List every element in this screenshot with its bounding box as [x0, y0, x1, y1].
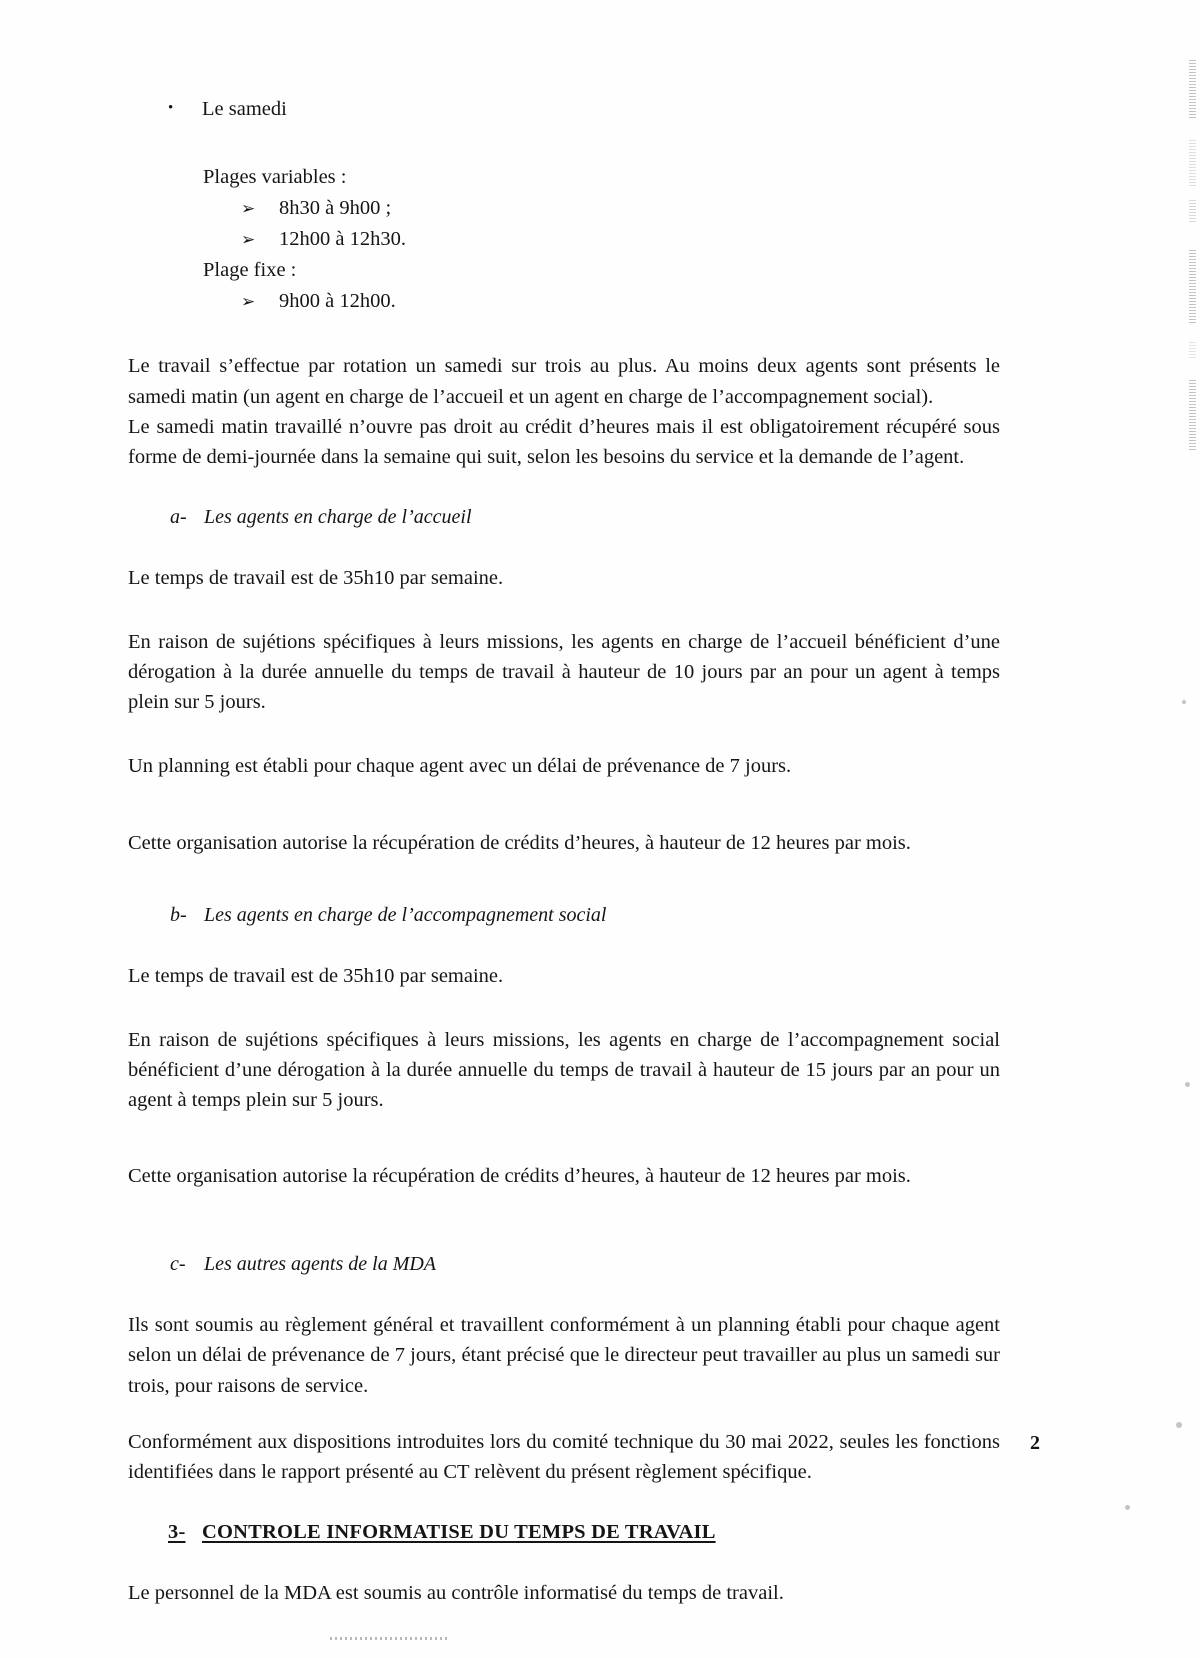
paragraph-comite-technique: Conformément aux dispositions introduites lors du comité technique du 30 mai 2022, seules les fonctions identifiées dans le rapport présenté au CT relèvent du présent règlement spécifique.: [128, 1430, 1000, 1483]
subheading-b: [170, 904, 1000, 927]
arrow-bullet-icon: ➢: [241, 229, 256, 249]
paragraph-controle: Le personnel de la MDA est soumis au contrôle informatisé du temps de travail.: [128, 1581, 784, 1604]
paragraph-credits-b: Cette organisation autorise la récupération de crédits d’heures, à hauteur de 12 heures par mois.: [128, 1165, 911, 1188]
scan-bottom-artifact: [330, 1637, 450, 1640]
paragraph-derogation-a: En raison de sujétions spécifiques à leurs missions, les agents en charge de l’accueil bénéficient d’une dérogation à la durée annuelle du temps de travail à hauteur de 10 jours par an pour un agent à temps plein sur 5 jours.: [128, 631, 1000, 714]
arrow-bullet-icon: ➢: [241, 292, 256, 312]
section-heading-3: [168, 1521, 1000, 1544]
paragraph-rotation: Le travail s’effectue par rotation un samedi sur trois au plus. Au moins deux agents sont présents le samedi matin (un agent en charge de l’accueil et un agent en charge de l’accompagnement social).: [128, 355, 1000, 408]
section-number: 3-: [168, 1520, 186, 1543]
list-item: [241, 286, 1000, 317]
list-item: [241, 224, 1000, 255]
list-item: [168, 96, 1000, 124]
subheading-letter: c-: [170, 1253, 186, 1276]
subheading-title: Les agents en charge de l’accueil: [204, 505, 472, 528]
paragraph-temps-travail-a: Le temps de travail est de 35h10 par semaine.: [128, 566, 504, 589]
subheading-title: Les autres agents de la MDA: [204, 1253, 437, 1276]
schedule-range: 12h00 à 12h30.: [279, 227, 406, 250]
subheading-a: [170, 506, 1000, 529]
arrow-bullet-icon: ➢: [241, 198, 256, 218]
subheading-c: [170, 1253, 1000, 1276]
subheading-letter: a-: [170, 505, 187, 528]
paragraph-recuperation: Le samedi matin travaillé n’ouvre pas droit au crédit d’heures mais il est obligatoirement récupéré sous forme de demi-journée dans la semaine qui suit, selon les besoins du service et la demande de l’agent.: [128, 415, 1000, 468]
scan-edge-artifacts: [1184, 0, 1200, 1658]
paragraph-credits-a: Cette organisation autorise la récupération de crédits d’heures, à hauteur de 12 heures par mois.: [128, 831, 911, 854]
page-number: 2: [1030, 1432, 1040, 1454]
paragraph-autres-agents: Ils sont soumis au règlement général et travaillent conformément à un planning établi pour chaque agent selon un délai de prévenance de 7 jours, étant précisé que le directeur peut travailler au plus un samedi sur trois, pour raisons de service.: [128, 1314, 1000, 1397]
paragraph-temps-travail-b: Le temps de travail est de 35h10 par semaine.: [128, 964, 504, 987]
document-body: [128, 96, 1000, 1608]
schedule-range: 9h00 à 12h00.: [279, 290, 396, 313]
bullet-icon: •: [168, 100, 174, 116]
section-title: CONTROLE INFORMATISE DU TEMPS DE TRAVAIL: [202, 1520, 716, 1543]
paragraph-derogation-b: En raison de sujétions spécifiques à leurs missions, les agents en charge de l’accompagnement social bénéficient d’une dérogation à la durée annuelle du temps de travail à hauteur de 15 jours par an pour un agent à temps plein sur 5 jours.: [128, 1028, 1000, 1112]
schedule-block: [203, 162, 1000, 318]
schedule-range: 8h30 à 9h00 ;: [279, 196, 392, 219]
subheading-title: Les agents en charge de l’accompagnement social: [204, 903, 607, 926]
subheading-letter: b-: [170, 903, 187, 926]
list-item-label: Le samedi: [202, 98, 287, 120]
paragraph-planning-a: Un planning est établi pour chaque agent avec un délai de prévenance de 7 jours.: [128, 755, 792, 778]
variable-ranges-label: Plages variables :: [203, 165, 347, 188]
list-item: [241, 193, 1000, 224]
fixed-range-label: Plage fixe :: [203, 259, 297, 282]
